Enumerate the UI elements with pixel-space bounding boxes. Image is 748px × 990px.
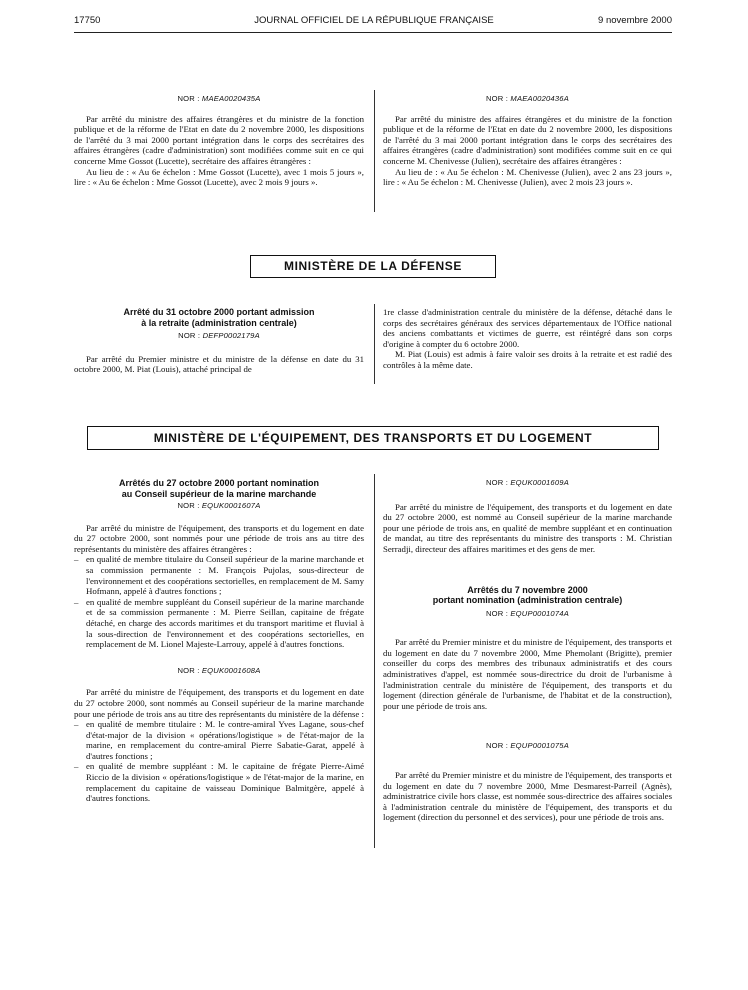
nor-reference: NOR : MAEA0020435A <box>177 94 261 103</box>
section2-left <box>74 307 364 375</box>
paragraph: M. Piat (Louis) est admis à faire valoir ses droits à la retraite et est radié des contrôles à la même date. <box>383 349 672 370</box>
paragraph: Par arrêté du Premier ministre et du ministre de la défense en date du 31 octobre 2000, M. Piat (Louis), attaché principal de <box>74 353 364 375</box>
paragraph: Au lieu de : « Au 6e échelon : Mme Gossot (Lucette), avec 1 mois 5 jours », lire : « Au 6e échelon : Mme Gossot (Lucette), avec 2 mois 9 jours ». <box>74 166 364 188</box>
nor-reference: NOR : EQUP0001075A <box>486 741 569 751</box>
journal-title: JOURNAL OFFICIEL DE LA RÉPUBLIQUE FRANÇAISE <box>254 15 494 26</box>
page-date: 9 novembre 2000 <box>598 15 672 26</box>
list-item: – en qualité de membre titulaire : M. le contre-amiral Yves Lagane, sous-chef d'état-major de la division « opérations/logistique » de l'état-major de la marine, en remplacement du contre-amiral Pierre Sabatie-Garat, appelé à d'autres fonctions ; <box>74 719 364 761</box>
ministry-heading-equipement: MINISTÈRE DE L'ÉQUIPEMENT, DES TRANSPORTS ET DU LOGEMENT <box>87 426 659 450</box>
column-divider <box>374 90 375 212</box>
section2-right <box>383 307 672 371</box>
appointment-list <box>74 554 364 649</box>
decree-title: Arrêtés du 27 octobre 2000 portant nomination au Conseil supérieur de la marine marchande <box>118 478 320 499</box>
section3-right <box>383 478 672 823</box>
nor-reference: NOR : EQUK0001608A <box>177 665 261 675</box>
nor-reference: NOR : DEFP0002179A <box>178 331 260 340</box>
paragraph: Par arrêté du Premier ministre et du ministre de l'équipement, des transports et du logement en date du 7 novembre 2000, Mme Phemolant (Brigitte), premier conseiller du corps des membres des tribunaux administratifs et des cours administratives d'appel, est nommée sous-directrice du droit de l'urbanisme à l'administration centrale du ministère de l'équipement, des transports et du logement (direction générale de l'urbanisme, de l'habitat et de la construction), pour une période de trois ans. <box>383 637 672 711</box>
paragraph: Par arrêté du Premier ministre et du ministre de l'équipement, des transports et du logement en date du 7 novembre 2000, Mme Desmarest-Parreil (Agnès), administratrice civile hors classe, est nommée sous-directrice des affaires sociales à l'administration centrale du ministère de l'équipement, des transports et du logement (direction du personnel et des services), pour une période de trois ans. <box>383 769 672 823</box>
ministry-heading-defense: MINISTÈRE DE LA DÉFENSE <box>250 255 496 278</box>
nor-reference: NOR : EQUK0001609A <box>486 478 569 487</box>
header-rule <box>74 32 672 33</box>
paragraph: 1re classe d'administration centrale du ministère de la défense, détaché dans le corps des secrétaires généraux des services départementaux de l'Office national des anciens combattants et victimes de guerre, est réintégré dans son corps d'origine à compter du 6 octobre 2000. <box>383 307 672 349</box>
column-divider <box>374 474 375 848</box>
column-divider <box>374 304 375 384</box>
paragraph: Par arrêté du ministre de l'équipement, des transports et du logement en date du 27 octobre 2000, sont nommés au Conseil supérieur de la marine marchande pour une période de trois ans au titre des représentants du ministère de la défense : <box>74 687 364 719</box>
paragraph: Par arrêté du ministre de l'équipement, des transports et du logement en date du 27 octobre 2000, sont nommés pour une période de trois ans au titre des représentants du ministère des affaires étrangères : <box>74 522 364 554</box>
paragraph: Au lieu de : « Au 5e échelon : M. Chenivesse (Julien), avec 2 ans 23 jours », lire : « Au 5e échelon : M. Chenivesse (Julien), avec 2 mois 23 jours ». <box>383 166 672 188</box>
decree-title: Arrêté du 31 octobre 2000 portant admission à la retraite (administration centrale) <box>123 307 315 328</box>
appointment-list <box>74 719 364 804</box>
section1-left <box>74 94 364 188</box>
list-item: – en qualité de membre suppléant du Conseil supérieur de la marine marchande et de sa commission permanente : M. Pierre Seillan, capitaine de frégate détaché, en charge des accords maritimes et du transport maritime et fluvial à la sous-direction de l'environnement et des coopérations sectorielles, en remplacement de M. Lionel Majeste-Larrouy, appelé à d'autres fonctions. <box>74 597 364 650</box>
list-item: – en qualité de membre titulaire du Conseil supérieur de la marine marchande et sa commission permanente : M. François Pujolas, sous-directeur de l'environnement et des coopérations sectorielles, en remplacement de M. Samy Hofmann, appelé à d'autres fonctions ; <box>74 554 364 596</box>
list-item: – en qualité de membre suppléant : M. le capitaine de frégate Pierre-Aimé Riccio de la division « opérations/logistique » de l'état-major de la marine, en remplacement du capitaine de vaisseau Dominique Balmitgère, appelé à d'autres fonctions. <box>74 761 364 803</box>
section1-right <box>383 94 672 188</box>
page-number: 17750 <box>74 15 101 26</box>
paragraph: Par arrêté du ministre de l'équipement, des transports et du logement en date du 27 octobre 2000, est nommé au Conseil supérieur de la marine marchande pour une période de trois ans, en qualité de membre suppléant et en continuation de mandat, au titre des représentants du ministre des transports : M. Christian Serradji, directeur des affaires maritimes et des gens de mer. <box>383 501 672 554</box>
section3-left <box>74 478 364 804</box>
nor-reference: NOR : EQUK0001607A <box>177 501 261 510</box>
nor-reference: NOR : MAEA0020436A <box>486 94 569 103</box>
paragraph: Par arrêté du ministre des affaires étrangères et du ministre de la fonction publique et de la réforme de l'Etat en date du 2 novembre 2000, les dispositions de l'arrêté du 3 mai 2000 portant intégration dans le corps des secrétaires des affaires étrangères (cadre d'administration) sont modifiées comme suit en ce qui concerne Mme Gossot (Lucette), secrétaire des affaires étrangères : <box>74 113 364 166</box>
nor-reference: NOR : EQUP0001074A <box>486 608 569 618</box>
paragraph: Par arrêté du ministre des affaires étrangères et du ministre de la fonction publique et de la réforme de l'Etat en date du 2 novembre 2000, les dispositions de l'arrêté du 3 mai 2000 portant intégration dans le corps des secrétaires des affaires étrangères (cadre d'administration) sont modifiées comme suit en ce qui concerne M. Chenivesse (Julien), secrétaire des affaires étrangères : <box>383 113 672 166</box>
decree-title: Arrêtés du 7 novembre 2000 portant nomination (administration centrale) <box>432 584 623 606</box>
